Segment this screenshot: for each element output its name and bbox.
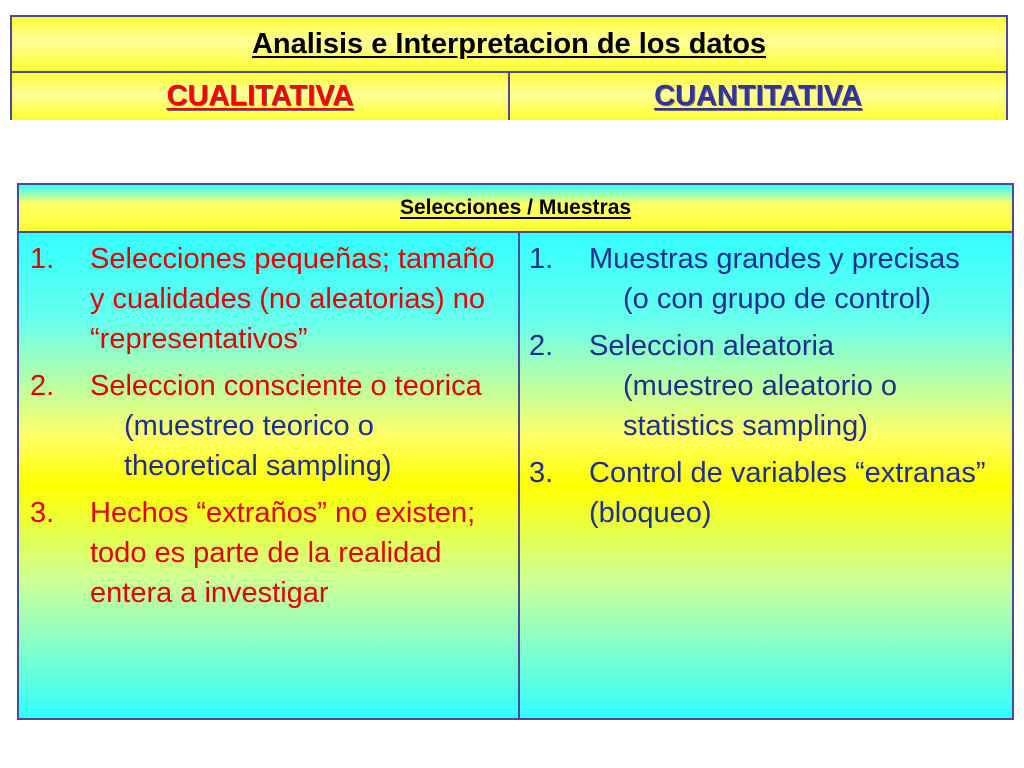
header-table <box>10 15 1008 120</box>
list-item-number: 1. <box>529 243 554 275</box>
list-item-body <box>90 366 512 486</box>
quantitative-header-cell <box>510 73 1006 120</box>
list-item-number: 3. <box>529 457 554 489</box>
quantitative-list <box>529 239 1004 533</box>
list-item-number: 1. <box>30 243 55 275</box>
list-item-subtext: (muestreo aleatorio o statistics sampling) <box>623 370 898 442</box>
list-item-text: Muestras grandes y precisas <box>589 243 960 275</box>
comparison-columns <box>19 233 1012 718</box>
list-item-body <box>589 326 1004 446</box>
list-item <box>529 453 1004 533</box>
qualitative-column <box>19 233 520 718</box>
list-item-number: 2. <box>30 370 55 402</box>
page-title: Analisis e Interpretacion de los datos <box>251 27 767 60</box>
list-item-subtext: (muestreo teorico o theoretical sampling) <box>124 410 392 482</box>
list-item-number: 3. <box>30 497 55 529</box>
quantitative-label: CUANTITATIVA <box>654 80 862 112</box>
list-item <box>30 366 512 486</box>
quantitative-column <box>520 233 1012 718</box>
list-item-text: Hechos “extraños” no existen; todo es parte de la realidad entera a investigar <box>90 497 476 609</box>
qualitative-label: CUALITATIVA <box>166 80 354 112</box>
list-item <box>30 493 512 613</box>
comparison-table <box>17 183 1014 720</box>
section-header-row <box>19 185 1012 233</box>
list-item <box>529 239 1004 319</box>
list-item-text: Seleccion consciente o teorica <box>90 370 482 402</box>
list-item <box>30 239 512 359</box>
qualitative-list <box>30 239 512 613</box>
list-item <box>529 326 1004 446</box>
list-item-number: 2. <box>529 330 554 362</box>
list-item-subtext: (o con grupo de control) <box>623 283 931 315</box>
list-item-text: Control de variables “extranas” (bloqueo) <box>589 457 986 529</box>
qualitative-header-cell <box>12 73 510 120</box>
header-title-row <box>12 17 1006 73</box>
section-title: Selecciones / Muestras <box>399 196 632 219</box>
list-item-text: Selecciones pequeñas; tamaño y cualidades (no aleatorias) no “representativos” <box>90 243 495 355</box>
header-labels-row <box>12 73 1006 120</box>
list-item-body <box>589 239 1004 319</box>
list-item-text: Seleccion aleatoria <box>589 330 835 362</box>
